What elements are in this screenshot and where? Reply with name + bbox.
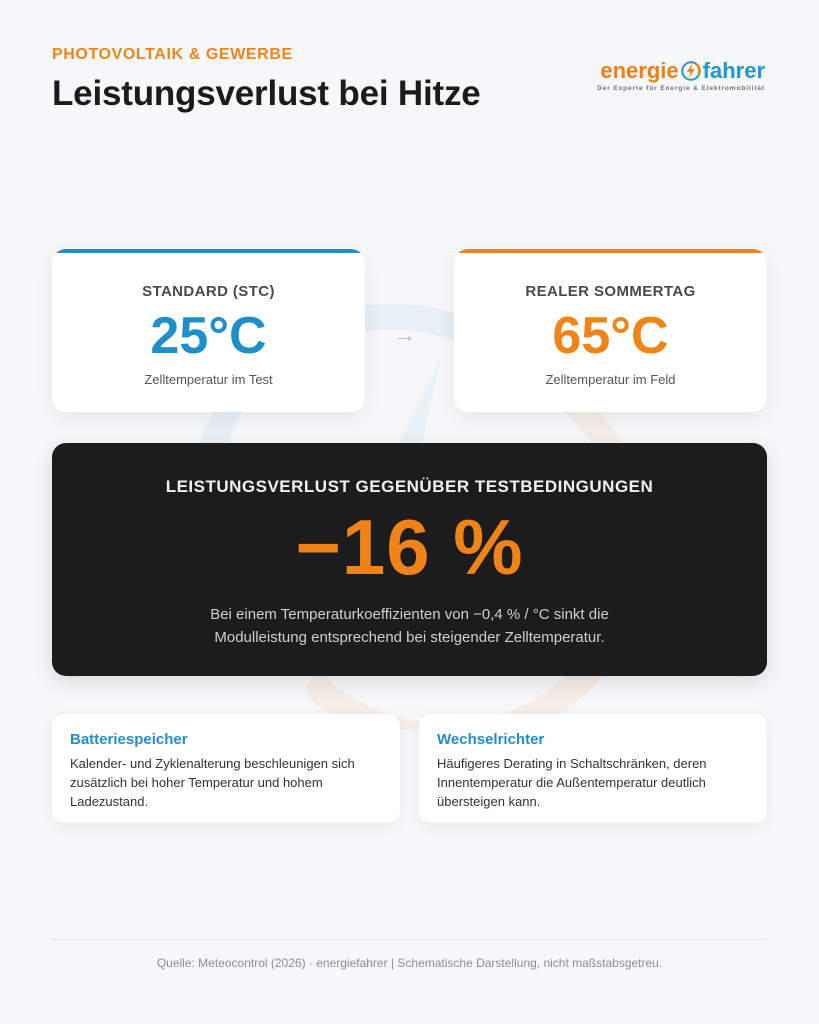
footer-divider (52, 939, 767, 940)
battery-info-card (52, 714, 400, 823)
inverter-info-card (419, 714, 767, 823)
loss-description: Bei einem Temperaturkoeffizienten von −0,4 % / °C sinkt die Modulleistung entsprechend bei steigender Zelltemperatur. (210, 606, 609, 646)
loss-panel (52, 443, 767, 676)
footer-source: Quelle: Meteocontrol (2026) · energiefahrer | Schematische Darstellung, nicht maßstabsgetreu. (156, 956, 663, 970)
loss-label: LEISTUNGSVERLUST GEGENÜBER TESTBEDINGUNGEN (165, 477, 654, 496)
info-text: Häufigeres Derating in Schaltschränken, deren Innentemperatur die Außentemperatur deutlich übersteigen kann. (437, 756, 707, 809)
card-value: 25°C (150, 307, 267, 365)
brand-name-part2: fahrer (702, 58, 765, 83)
info-title: Batteriespeicher (70, 731, 188, 748)
page-kicker: PHOTOVOLTAIK & GEWERBE (52, 46, 293, 63)
card-accent-bar (454, 249, 767, 253)
page-header (52, 46, 481, 114)
brand-name-part1: energie (600, 58, 679, 83)
arrow-right-icon: → (394, 322, 416, 347)
brand-logo (597, 60, 765, 92)
card-label: STANDARD (STC) (142, 283, 275, 300)
real-summer-card (454, 249, 767, 412)
card-subtitle: Zelltemperatur im Feld (545, 372, 676, 387)
card-value: 65°C (552, 307, 669, 365)
brand-tagline: Der Experte für Energie & Elektromobilität (597, 85, 765, 92)
loss-value: −16 % (295, 503, 524, 591)
card-subtitle: Zelltemperatur im Test (144, 372, 273, 387)
info-text: Kalender- und Zyklenalterung beschleunigen sich zusätzlich bei hoher Temperatur und hohem Ladezustand. (70, 756, 355, 809)
page-title: Leistungsverlust bei Hitze (52, 74, 481, 113)
standard-temp-card (52, 249, 365, 412)
lightning-bolt-icon (680, 60, 702, 82)
card-accent-bar (52, 249, 365, 253)
info-title: Wechselrichter (437, 731, 545, 748)
card-label: REALER SOMMERTAG (525, 283, 696, 300)
